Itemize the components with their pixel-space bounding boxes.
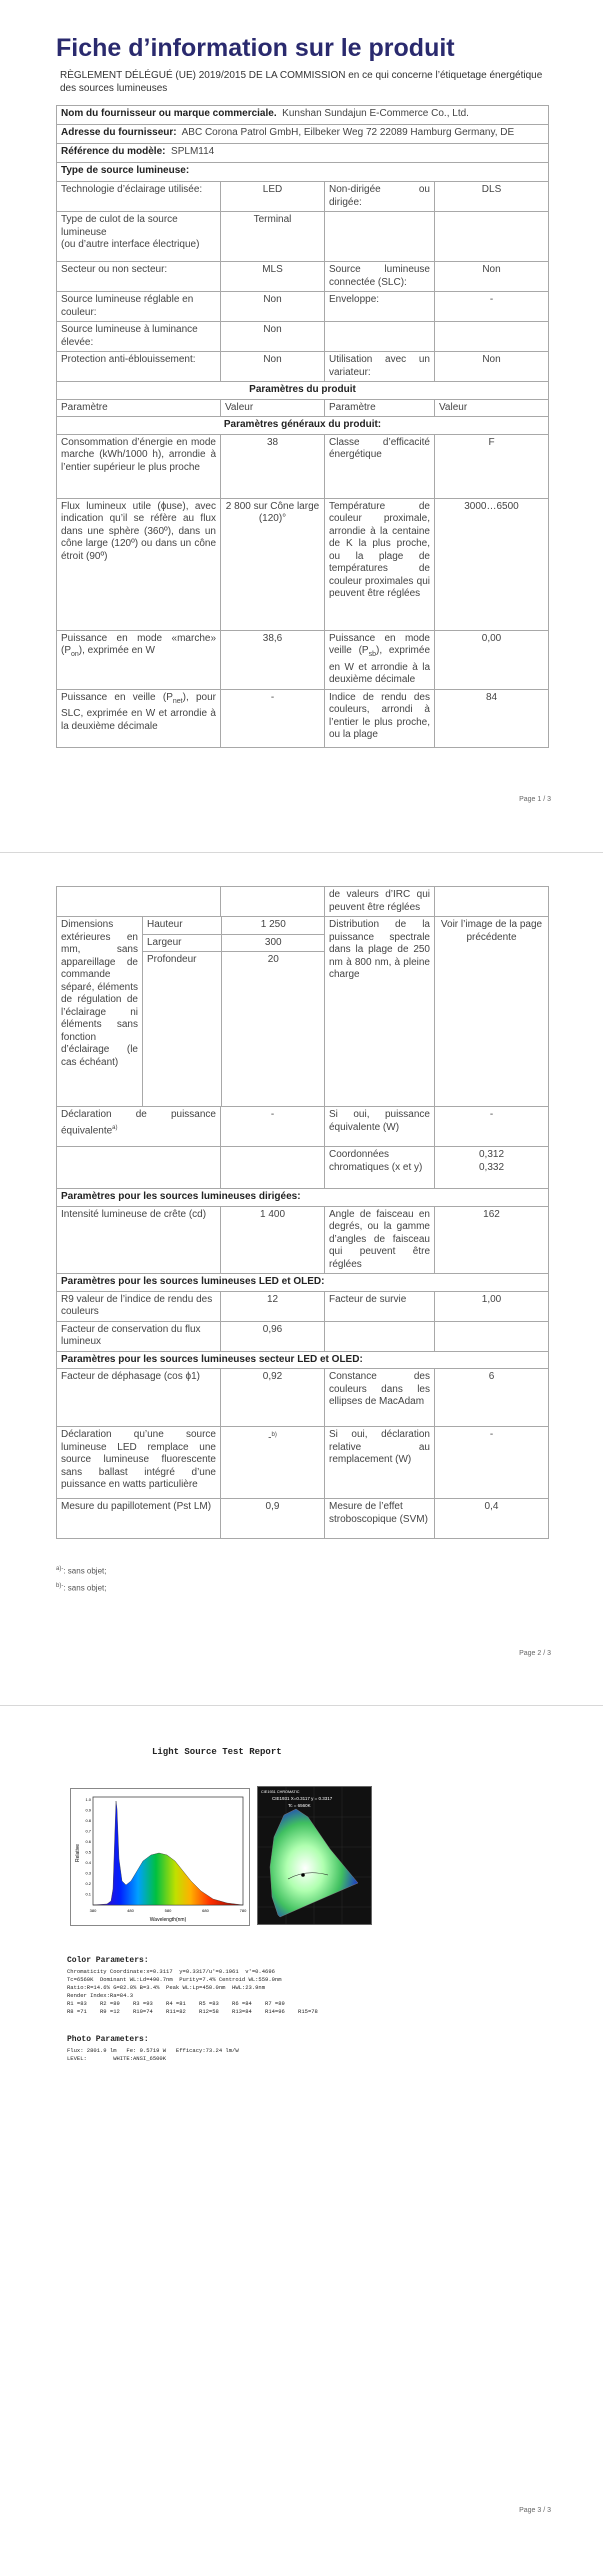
general-params-heading: Paramètres généraux du produit: xyxy=(57,417,549,435)
empty-cell xyxy=(221,887,325,917)
x-axis-label: Wavelength(nm) xyxy=(149,1917,187,1923)
empty-cell xyxy=(325,1321,435,1351)
lighting-tech-label: Technologie d’éclairage utilisée: xyxy=(57,182,221,212)
equivalent-power-claim-label xyxy=(57,1107,221,1147)
footnote-b-mark: b) xyxy=(56,1583,62,1589)
photo-params-heading: Photo Parameters: xyxy=(67,2035,149,2044)
product-params-table-cont xyxy=(56,886,549,1539)
report-title: Light Source Test Report xyxy=(152,1747,282,1757)
col-value-header: Valeur xyxy=(221,399,325,417)
equivalent-power-claim-value: - xyxy=(221,1107,325,1147)
regulation-text: RÈGLEMENT DÉLÉGUÉ (UE) 2019/2015 DE LA COMMISSION en ce qui concerne l’étiquetage énergétique des sources lumineuses xyxy=(60,70,543,94)
chroma-x: 0,312 xyxy=(478,1149,505,1160)
supplier-address-row xyxy=(57,125,549,144)
peak-intensity-label: Intensité lumineuse de crête (cd) xyxy=(57,1206,221,1274)
model-value: SPLM114 xyxy=(171,146,215,157)
standby-label-a: Puissance en mode veille (P xyxy=(329,632,430,656)
connected-value: Non xyxy=(435,262,549,292)
light-source-test-report xyxy=(42,1738,562,2158)
type-heading: Type de source lumineuse: xyxy=(57,163,549,182)
standby-label-b: ), exprimée en W et arrondie à la deuxième décimale xyxy=(329,645,430,685)
fluorescent-replacement-label: Déclaration qu’une source lumineuse LED remplace une source lumineuse fluorescente sans ballast intégré d’une puissance en watts particulière xyxy=(57,1427,221,1499)
colour-param-line: Ratio:R=14.6% G=82.0% B=3.4% Peak WL:Lp=450.0nm HWL:23.9nm xyxy=(67,1984,266,1991)
envelope-value: - xyxy=(435,292,549,322)
flux-maintenance-label: Facteur de conservation du flux lumineux xyxy=(57,1321,221,1351)
connected-label: Source lumineuse connectée (SLC): xyxy=(325,262,435,292)
cap-type-label-sub: (ou d’autre interface électrique) xyxy=(61,239,200,250)
dimmable-label: Utilisation avec un variateur: xyxy=(325,352,435,382)
footnote-b-dash: - xyxy=(61,1583,64,1589)
model-label: Référence du modèle: xyxy=(61,146,166,157)
cri-label-part2: de valeurs d’IRC qui peuvent être réglées xyxy=(325,887,435,917)
x-tick-label: 380 xyxy=(89,1908,97,1913)
product-info-table xyxy=(56,105,549,748)
colour-param-line: Tc=6560K Dominant WL:Ld=490.7nm Purity=7.4% Centroid WL:559.0nm xyxy=(67,1976,282,1983)
y-tick-label: 0.7 xyxy=(85,1828,91,1834)
y-tick-label: 0.3 xyxy=(85,1870,91,1876)
mains-label: Secteur ou non secteur: xyxy=(57,262,221,292)
spectral-distribution-value: Voir l’image de la page précédente xyxy=(435,917,549,1107)
cie-svg xyxy=(258,1787,371,1924)
standby-power-label xyxy=(325,630,435,689)
beam-angle-value: 162 xyxy=(435,1206,549,1274)
footnote-a-mark: a) xyxy=(56,1566,62,1572)
supplier-name-label: Nom du fournisseur ou marque commerciale. xyxy=(61,108,277,119)
fluorescent-replacement-value xyxy=(221,1427,325,1499)
supplier-name-value: Kunshan Sundajun E-Commerce Co., Ltd. xyxy=(282,108,469,119)
depth-value: 20 xyxy=(221,952,325,1106)
replacement-watts-label: Si oui, déclaration relative au remplacement (W) xyxy=(325,1427,435,1499)
useful-flux-label: Flux lumineux utile (ɸuse), avec indication qu’il se réfère au flux dans une sphère (360º), dans un cône large (120º) ou dans un cône étroit (90º) xyxy=(57,498,221,630)
colour-consistency-label: Constance des couleurs dans les ellipses de MacAdam xyxy=(325,1369,435,1427)
colour-params-heading: Color Parameters: xyxy=(67,1956,149,1965)
standby-power-value: 0,00 xyxy=(435,630,549,689)
on-power-sub: on xyxy=(71,651,79,658)
cie-cct: Tc = 6560K xyxy=(288,1803,311,1808)
empty-cell xyxy=(57,887,221,917)
equiv-sup: a) xyxy=(112,1124,118,1131)
dimensions-subtable xyxy=(143,917,325,1106)
y-tick-label: 0.5 xyxy=(85,1849,91,1855)
colour-tunable-value: Non xyxy=(221,292,325,322)
non-directional-label: Non-dirigée ou dirigée: xyxy=(325,182,435,212)
equivalent-power-label: Si oui, puissance équivalente (W) xyxy=(325,1107,435,1147)
envelope-label: Enveloppe: xyxy=(325,292,435,322)
x-tick-label: 480 xyxy=(127,1908,134,1913)
replacement-watts-value: - xyxy=(435,1427,549,1499)
colour-param-line: R1 =83 R2 =89 R3 =93 R4 =81 R5 =83 R6 =84 R7 =89 xyxy=(67,2000,285,2007)
supplier-address-value: ABC Corona Patrol GmbH, Eilbeker Weg 72 22089 Hamburg Germany, DE xyxy=(181,127,515,138)
y-tick-label: 0.2 xyxy=(85,1881,91,1886)
flux-maintenance-value: 0,96 xyxy=(221,1321,325,1351)
flicker-label: Mesure du papillotement (Pst LM) xyxy=(57,1499,221,1539)
useful-flux-value: 2 800 sur Cône large (120)° xyxy=(221,498,325,630)
dimensions-label: Dimensions extérieures en mm, sans appareillage de commande séparé, éléments de régulation de l’éclairage ni éléments sans fonction d’éclairage (le cas échéant) xyxy=(57,917,143,1107)
y-ticks xyxy=(85,1797,91,1897)
width-value: 300 xyxy=(221,934,325,952)
page-number-3: Page 3 / 3 xyxy=(519,2507,551,2514)
survival-factor-value: 1,00 xyxy=(435,1291,549,1321)
equivalent-power-value: - xyxy=(435,1107,549,1147)
high-luminance-label: Source lumineuse à luminance élevée: xyxy=(57,322,221,352)
cap-type-label xyxy=(57,212,221,262)
network-standby-label xyxy=(57,689,221,747)
photo-param-line: Flux: 2801.9 lm Fe: 0.5719 W Efficacy:73.24 lm/W xyxy=(67,2047,239,2054)
mains-value: MLS xyxy=(221,262,325,292)
height-label: Hauteur xyxy=(143,917,221,934)
page-2 xyxy=(0,853,603,1703)
empty-cell xyxy=(325,322,435,352)
y-tick-label: 0.6 xyxy=(85,1839,91,1844)
empty-cell xyxy=(57,1147,221,1189)
x-tick-label: 580 xyxy=(164,1908,172,1913)
chromaticity-value xyxy=(435,1147,549,1189)
efficiency-class-value: F xyxy=(435,434,549,498)
cct-label: Température de couleur proximale, arrondie à la centaine de K la plus proche, ou la plage de températures de couleur proximales qui peuvent être réglées xyxy=(325,498,435,630)
empty-cell xyxy=(435,322,549,352)
stroboscopic-value: 0,4 xyxy=(435,1499,549,1539)
width-label: Largeur xyxy=(143,934,221,952)
r9-value: 12 xyxy=(221,1291,325,1321)
page-1 xyxy=(0,0,603,850)
y-tick-label: 0.1 xyxy=(85,1891,91,1897)
col-value-header: Valeur xyxy=(435,399,549,417)
net-standby-label-a: Puissance en veille (P xyxy=(61,691,173,703)
footnote-a xyxy=(56,1566,106,1576)
page-number-1: Page 1 / 3 xyxy=(519,796,551,803)
y-tick-label: 0.8 xyxy=(85,1818,91,1823)
chroma-y: 0,332 xyxy=(478,1161,505,1173)
cap-type-value: Terminal xyxy=(221,212,325,262)
chromaticity-label: Coordonnées chromatiques (x et y) xyxy=(325,1147,435,1189)
net-standby-label-b: ), pour SLC, exprimée en W et arrondie à la deuxième décimale xyxy=(61,691,217,732)
empty-cell xyxy=(435,212,549,262)
dimmable-value: Non xyxy=(435,352,549,382)
beam-angle-label: Angle de faisceau en degrés, ou la gamme d’angles de faisceau qui peuvent être réglées xyxy=(325,1206,435,1274)
page-title: Fiche d’information sur le produit xyxy=(56,34,455,62)
dimensions-values xyxy=(143,917,325,1107)
replace-sup: b) xyxy=(271,1432,277,1438)
x-tick-label: 680 xyxy=(202,1908,209,1913)
empty-cell xyxy=(435,1321,549,1351)
lighting-tech-value: LED xyxy=(221,182,325,212)
mains-led-heading: Paramètres pour les sources lumineuses secteur LED et OLED: xyxy=(57,1351,549,1369)
colour-param-line: Render Index:Ra=84.3 xyxy=(67,1992,134,1999)
on-power-label-b: ), exprimée en W xyxy=(78,645,155,656)
cie-diagram xyxy=(257,1786,372,1925)
y-tick-label: 0.4 xyxy=(85,1860,91,1865)
y-tick-label: 1.0 xyxy=(85,1797,91,1802)
footnote-a-dash: - xyxy=(61,1566,64,1572)
y-tick-label: 0.9 xyxy=(85,1807,91,1813)
chromaticity-point xyxy=(301,1873,305,1877)
standby-sub: sb xyxy=(368,651,376,658)
energy-value: 38 xyxy=(221,434,325,498)
r9-label: R9 valeur de l’indice de rendu des couleurs xyxy=(57,1291,221,1321)
photo-param-line: LEVEL: WHITE:ANSI_6500K xyxy=(67,2055,167,2062)
non-directional-value: DLS xyxy=(435,182,549,212)
net-standby-sub: net xyxy=(172,697,183,705)
colour-consistency-value: 6 xyxy=(435,1369,549,1427)
footnote-b xyxy=(56,1583,106,1593)
x-tick-label: 780 xyxy=(239,1908,247,1913)
anti-glare-value: Non xyxy=(221,352,325,382)
supplier-name-row xyxy=(57,106,549,125)
survival-factor-label: Facteur de survie xyxy=(325,1291,435,1321)
replace-value-text: - xyxy=(268,1432,272,1444)
cri-label-part1: Indice de rendu des couleurs, arrondi à l’entier le plus proche, ou la plage xyxy=(325,689,435,747)
high-luminance-value: Non xyxy=(221,322,325,352)
displacement-factor-label: Facteur de déphasage (cos ϕ1) xyxy=(57,1369,221,1427)
x-ticks xyxy=(90,1908,247,1913)
cap-type-label-text: Type de culot de la source lumineuse xyxy=(61,214,178,238)
equiv-label-text: Déclaration de puissance équivalente xyxy=(61,1109,216,1136)
network-standby-value: - xyxy=(221,689,325,747)
spectral-distribution-label: Distribution de la puissance spectrale dans la plage de 250 nm à 800 nm, à pleine charge xyxy=(325,917,435,1107)
energy-label: Consommation d’énergie en mode marche (kWh/1000 h), arrondie à l’entier supérieur le plus proche xyxy=(57,434,221,498)
spectrum-chart xyxy=(70,1788,250,1926)
model-row xyxy=(57,144,549,163)
y-axis-label: Relative xyxy=(75,1843,81,1863)
footnote-b-text: : sans objet; xyxy=(63,1583,107,1593)
cri-value: 84 xyxy=(435,689,549,747)
flicker-value: 0,9 xyxy=(221,1499,325,1539)
supplier-address-label: Adresse du fournisseur: xyxy=(61,127,177,138)
colour-param-line: R8 =71 R9 =12 R10=74 R11=82 R12=58 R13=84 R14=96 R15=78 xyxy=(67,2008,318,2015)
footnote-a-text: : sans objet; xyxy=(63,1566,107,1576)
led-oled-heading: Paramètres pour les sources lumineuses LED et OLED: xyxy=(57,1274,549,1292)
page-number-2: Page 2 / 3 xyxy=(519,1650,551,1657)
empty-cell xyxy=(221,1147,325,1189)
peak-intensity-value: 1 400 xyxy=(221,1206,325,1274)
colour-tunable-label: Source lumineuse réglable en couleur: xyxy=(57,292,221,322)
col-param-header: Paramètre xyxy=(57,399,221,417)
cie-coordinates: CIE1931 X=0.3117 y = 0.3317 xyxy=(272,1796,333,1801)
on-mode-power-label xyxy=(57,630,221,689)
col-param-header: Paramètre xyxy=(325,399,435,417)
depth-label: Profondeur xyxy=(143,952,221,1106)
cie-heading: CIE1931 CHROMATIC xyxy=(261,1790,300,1794)
anti-glare-label: Protection anti-éblouissement: xyxy=(57,352,221,382)
height-value: 1 250 xyxy=(221,917,325,934)
cct-value: 3000…6500 xyxy=(435,498,549,630)
on-power-label-a: Puissance en mode «marche» (P xyxy=(61,632,216,656)
efficiency-class-label: Classe d’efficacité énergétique xyxy=(325,434,435,498)
spectrum-svg xyxy=(71,1789,249,1925)
params-heading: Paramètres du produit xyxy=(57,382,549,400)
colour-param-line: Chromaticity Coordinate:x=0.3117 y=0.3317/u'=0.1961 v'=0.4696 xyxy=(67,1968,275,1975)
empty-cell xyxy=(435,887,549,917)
directional-heading: Paramètres pour les sources lumineuses dirigées: xyxy=(57,1189,549,1207)
on-mode-power-value: 38,6 xyxy=(221,630,325,689)
stroboscopic-label: Mesure de l’effet stroboscopique (SVM) xyxy=(325,1499,435,1539)
empty-cell xyxy=(325,212,435,262)
displacement-factor-value: 0,92 xyxy=(221,1369,325,1427)
